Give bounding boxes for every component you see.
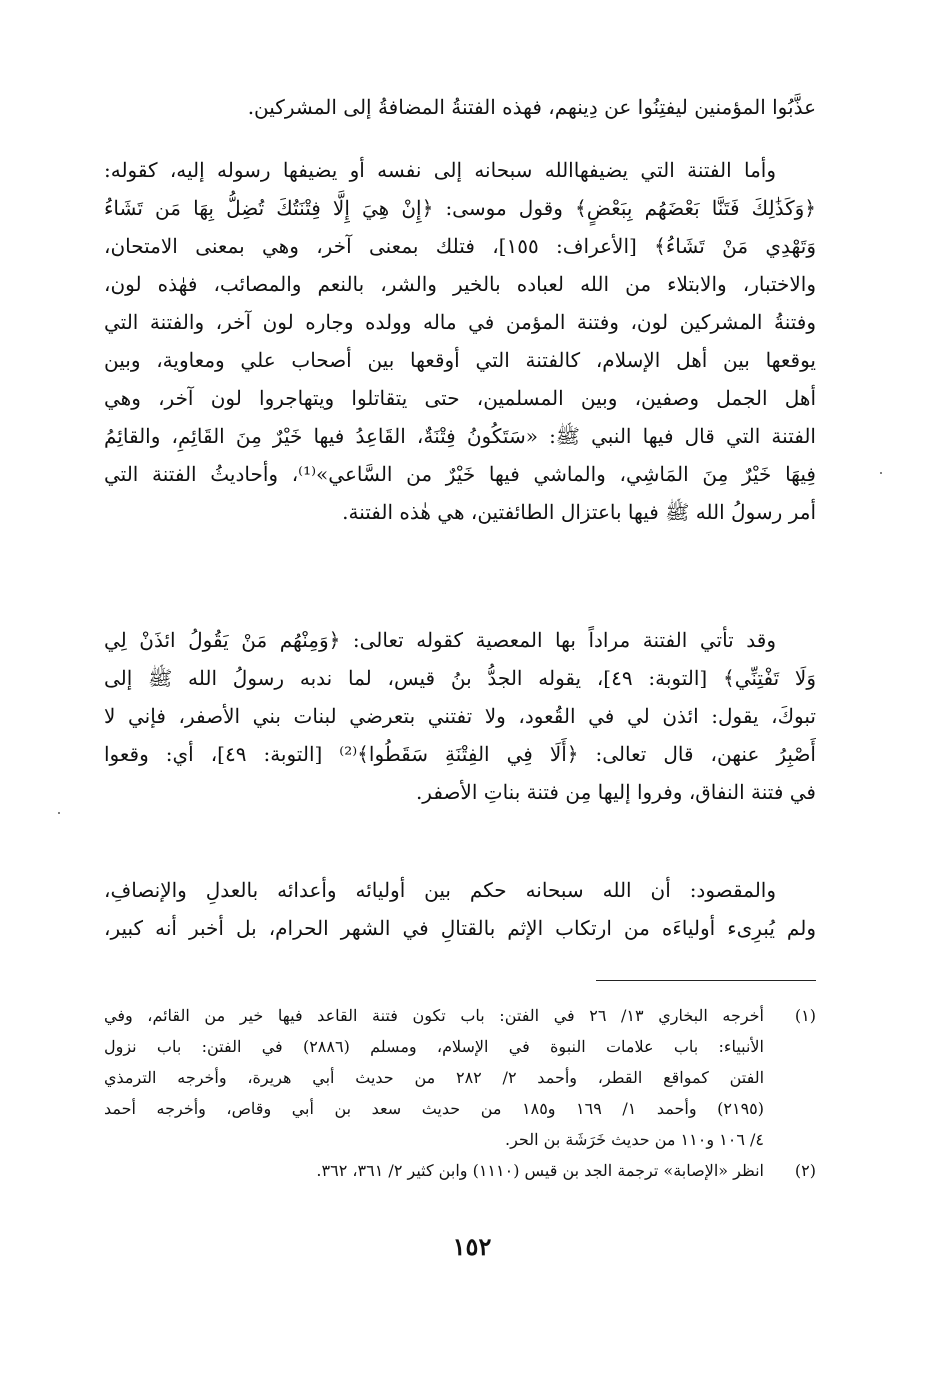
- text-line: وفتنةُ المشركين لون، وفتنة المؤمن في ماله وولده وجاره لون آخر، والفتنة التي: [104, 310, 816, 334]
- footnote-number: (١): [794, 1006, 816, 1025]
- paragraph-conclusion: [104, 871, 816, 947]
- footnote-line: أخرجه البخاري ١٣/ ٢٦ في الفتن: باب تكون فتنة القاعد فيها خير من القائم، وفي: [104, 1006, 764, 1025]
- paragraph-continuation: [104, 88, 816, 126]
- footnote-line: (٢١٩٥) وأحمد ١/ ١٦٩ و١٨٥ من حديث سعد بن أبي وقاص، وأخرجه أحمد: [104, 1099, 764, 1118]
- footnote-separator: [596, 980, 816, 981]
- footnote-body: [104, 1155, 764, 1186]
- footnote-line: ٤/ ١٠٦ و١١٠ من حديث خَرَشَة بن الحر.: [505, 1130, 764, 1149]
- text-line: عذَّبُوا المؤمنين ليفتِنُوا عن دِينهم، فهذه الفتنةُ المضافةُ إلى المشركين.: [247, 95, 816, 119]
- page-number: ١٥٢: [452, 1232, 492, 1261]
- footnote-2: [104, 1155, 816, 1186]
- text-line: تبوكَ، يقول: ائذن لي في القُعود، ولا تفتني بتعرضي لبنات بني الأصفر، فإني لا: [104, 704, 816, 728]
- text-line: أَصْبِرُ عنهن، قال تعالى: ﴿أَلَا فِي الفِتْنَةِ سَقَطُوا﴾⁽²⁾ [التوبة: ٤٩]، أي: وقعوا: [104, 742, 816, 766]
- text-line: وَلَا تَفْتِنِّي﴾ [التوبة: ٤٩]، يقوله الجدُّ بنُ قيس، لما ندبه رسولُ الله ﷺ إلى: [104, 666, 816, 690]
- footnote-line: الأنبياء: باب علامات النبوة في الإسلام، ومسلم (٢٨٨٦) في الفتن: باب نزول: [104, 1037, 764, 1056]
- text-line: وقد تأتي الفتنة مراداً بها المعصية كقوله تعالى: ﴿وَمِنْهُم مَنْ يَقُولُ ائذَنْ لِي: [104, 628, 776, 652]
- paragraph-fitna-types: [104, 151, 816, 531]
- paragraph-fitna-sin: [104, 621, 816, 811]
- text-line: في فتنة النفاق، وفروا إليها مِن فتنة بناتِ الأصفر.: [415, 780, 816, 804]
- footnote-line: الفتن كمواقع القطر، وأحمد ٢/ ٢٨٢ من حديث أبي هريرة، وأخرجه الترمذي: [104, 1068, 764, 1087]
- text-line: وأما الفتنة التي يضيفهاالله سبحانه إلى نفسه أو يضيفها رسوله إليه، كقوله:: [104, 158, 776, 182]
- footnote-number: (٢): [794, 1161, 816, 1180]
- text-line: أهل الجمل وصفين، وبين المسلمين، حتى يتقاتلوا ويتهاجروا لون آخر، وهي: [104, 386, 816, 410]
- text-line: فِيهَا خَيْرٌ مِنَ المَاشِي، والماشي فيها خَيْرٌ من السَّاعي»⁽¹⁾، وأحاديثُ الفتنة التي: [104, 462, 816, 486]
- footnote-line: انظر «الإصابة» ترجمة الجد بن قيس (١١١٠) وابن كثير ٢/ ٣٦١، ٣٦٢.: [316, 1161, 764, 1180]
- footnote-body: [104, 1000, 764, 1155]
- text-line: والاختبار، والابتلاء من الله لعباده بالخير والشر، بالنعم والمصائب، فهٰذه لون،: [104, 272, 816, 296]
- scan-speck: [880, 472, 882, 474]
- footnotes: [104, 1000, 816, 1186]
- text-line: وَتَهْدِي مَنْ تَشَاءُ﴾ [الأعراف: ١٥٥]، فتلك بمعنى آخر، وهي بمعنى الامتحان،: [104, 234, 816, 258]
- text-line: أمر رسولُ الله ﷺ فيها باعتزال الطائفتين، هي هٰذه الفتنة.: [342, 500, 816, 524]
- text-line: ولم يُبرِىء أولياءَه من ارتكاب الإثم بالقتالِ في الشهر الحرام، بل أخبر أنه كبير،: [104, 916, 816, 940]
- footnote-1: [104, 1000, 816, 1155]
- scan-speck: [58, 812, 60, 814]
- text-line: ﴿وَكَذَٰلِكَ فَتَنَّا بَعْضَهُم بِبَعْضٍ﴾ وقول موسى: ﴿إِنْ هِيَ إِلَّا فِتْنَتُكَ تُضِلُّ بِهَا مَن تَشَاءُ: [104, 196, 816, 220]
- text-line: يوقعها بين أهل الإسلام، كالفتنة التي أوقعها بين أصحاب علي ومعاوية، وبين: [104, 348, 816, 372]
- text-line: الفتنة التي قال فيها النبي ﷺ: «سَتَكُونُ فِتْنَةٌ، القَاعِدُ فيها خَيْرٌ مِنَ القَائِمِ، والقائِمُ: [104, 424, 816, 448]
- text-line: والمقصود: أن الله سبحانه حكم بين أوليائه وأعدائه بالعدلِ والإنصافِ،: [104, 878, 776, 902]
